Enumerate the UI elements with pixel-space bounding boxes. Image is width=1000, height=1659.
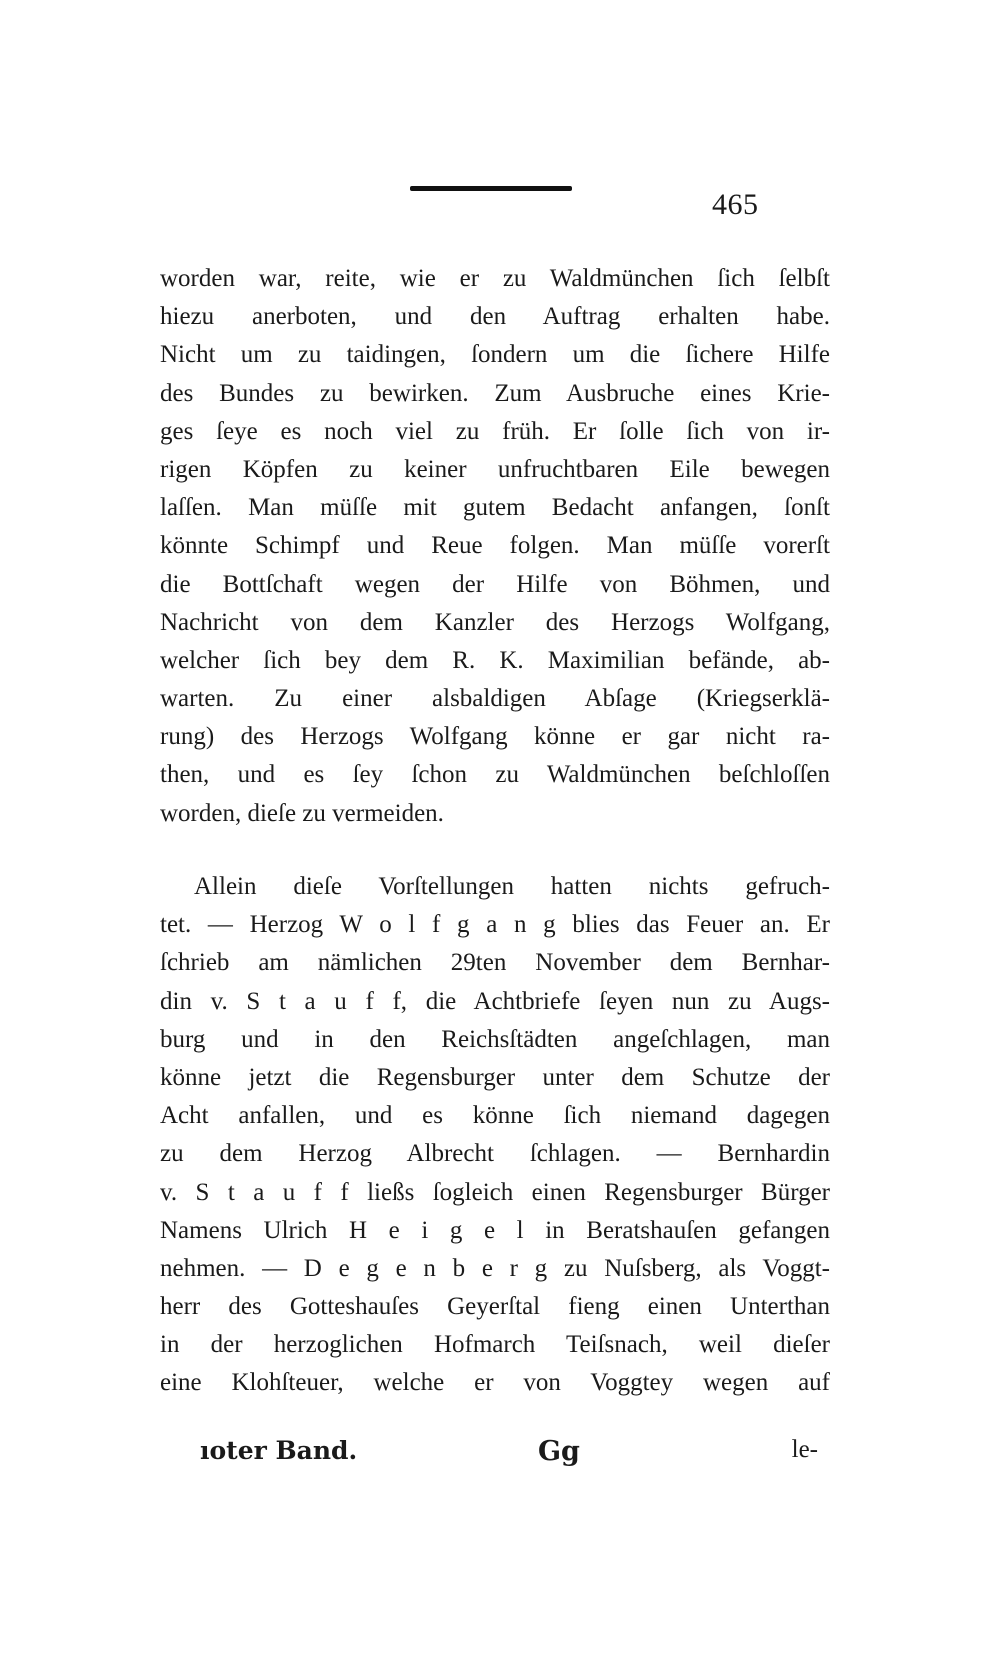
text-line: tet. — Herzog W o l f g a n g blies das Feuer an. Er xyxy=(160,911,830,939)
text-line: könnte Schimpf und Reue folgen. Man müſſe vorerſt xyxy=(160,532,830,560)
text-line: then, und es ſey ſchon zu Waldmünchen beſchloſſen xyxy=(160,761,830,789)
text-line: worden, dieſe zu vermeiden. xyxy=(160,799,444,827)
text-line: Allein dieſe Vorſtellungen hatten nichts gefruch- xyxy=(194,873,830,900)
text-line: worden war, reite, wie er zu Waldmünchen ſich ſelbſt xyxy=(160,265,830,292)
text-line: könne jetzt die Regensburger unter dem Schutze der xyxy=(160,1063,830,1091)
text-line: zu dem Herzog Albrecht ſchlagen. — Bernhardin xyxy=(160,1140,830,1168)
text-line: din v. S t a u f f, die Achtbriefe ſeyen nun zu Augs- xyxy=(160,987,830,1015)
text-line: rigen Köpfen zu keiner unfruchtbaren Eile bewegen xyxy=(160,455,830,483)
text-line: laſſen. Man müſſe mit gutem Bedacht anfangen, ſonſt xyxy=(160,494,830,522)
text-line: eine Klohſteuer, welche er von Voggtey wegen auf xyxy=(160,1369,830,1397)
text-line: ges ſeye es noch viel zu früh. Er ſolle ſich von ir- xyxy=(160,417,830,445)
text-line: des Bundes zu bewirken. Zum Ausbruche eines Krie- xyxy=(160,379,830,407)
text-line: ſchrieb am nämlichen 29ten November dem Bernhar- xyxy=(160,949,830,977)
page-footer xyxy=(160,1436,830,1476)
text-line: warten. Zu einer alsbaldigen Abſage (Kriegserklä- xyxy=(160,685,830,713)
text-line: v. S t a u f f ließs ſogleich einen Regensburger Bürger xyxy=(160,1178,830,1206)
text-line: rung) des Herzogs Wolfgang könne er gar nicht ra- xyxy=(160,723,830,751)
text-line: in der herzoglichen Hofmarch Teiſsnach, weil dieſer xyxy=(160,1331,830,1359)
text-line: die Bottſchaft wegen der Hilfe von Böhmen, und xyxy=(160,570,830,598)
signature-mark: Gg xyxy=(538,1436,580,1467)
catchword: le- xyxy=(791,1436,818,1463)
text-line: welcher ſich bey dem R. K. Maximilian befände, ab- xyxy=(160,646,830,674)
text-line: Nachricht von dem Kanzler des Herzogs Wolfgang, xyxy=(160,608,830,636)
text-line: Acht anfallen, und es könne ſich niemand dagegen xyxy=(160,1102,830,1130)
signature-volume: ıoter Band. xyxy=(200,1436,358,1465)
paragraph-1 xyxy=(160,260,830,833)
header-rule xyxy=(410,186,572,191)
text-line: burg und in den Reichsſtädten angeſchlagen, man xyxy=(160,1025,830,1053)
text-line: nehmen. — D e g e n b e r g zu Nuſsberg, als Voggt- xyxy=(160,1254,830,1282)
text-line: hiezu anerboten, und den Auftrag erhalten habe. xyxy=(160,303,830,331)
text-line: Namens Ulrich H e i g e l in Beratshauſen gefangen xyxy=(160,1216,830,1244)
text-line: Nicht um zu taidingen, ſondern um die ſichere Hilfe xyxy=(160,341,830,369)
text-line: herr des Gotteshauſes Geyerſtal fieng einen Unterthan xyxy=(160,1293,830,1321)
page-number: 465 xyxy=(712,188,759,221)
paragraph-2 xyxy=(160,868,830,1403)
